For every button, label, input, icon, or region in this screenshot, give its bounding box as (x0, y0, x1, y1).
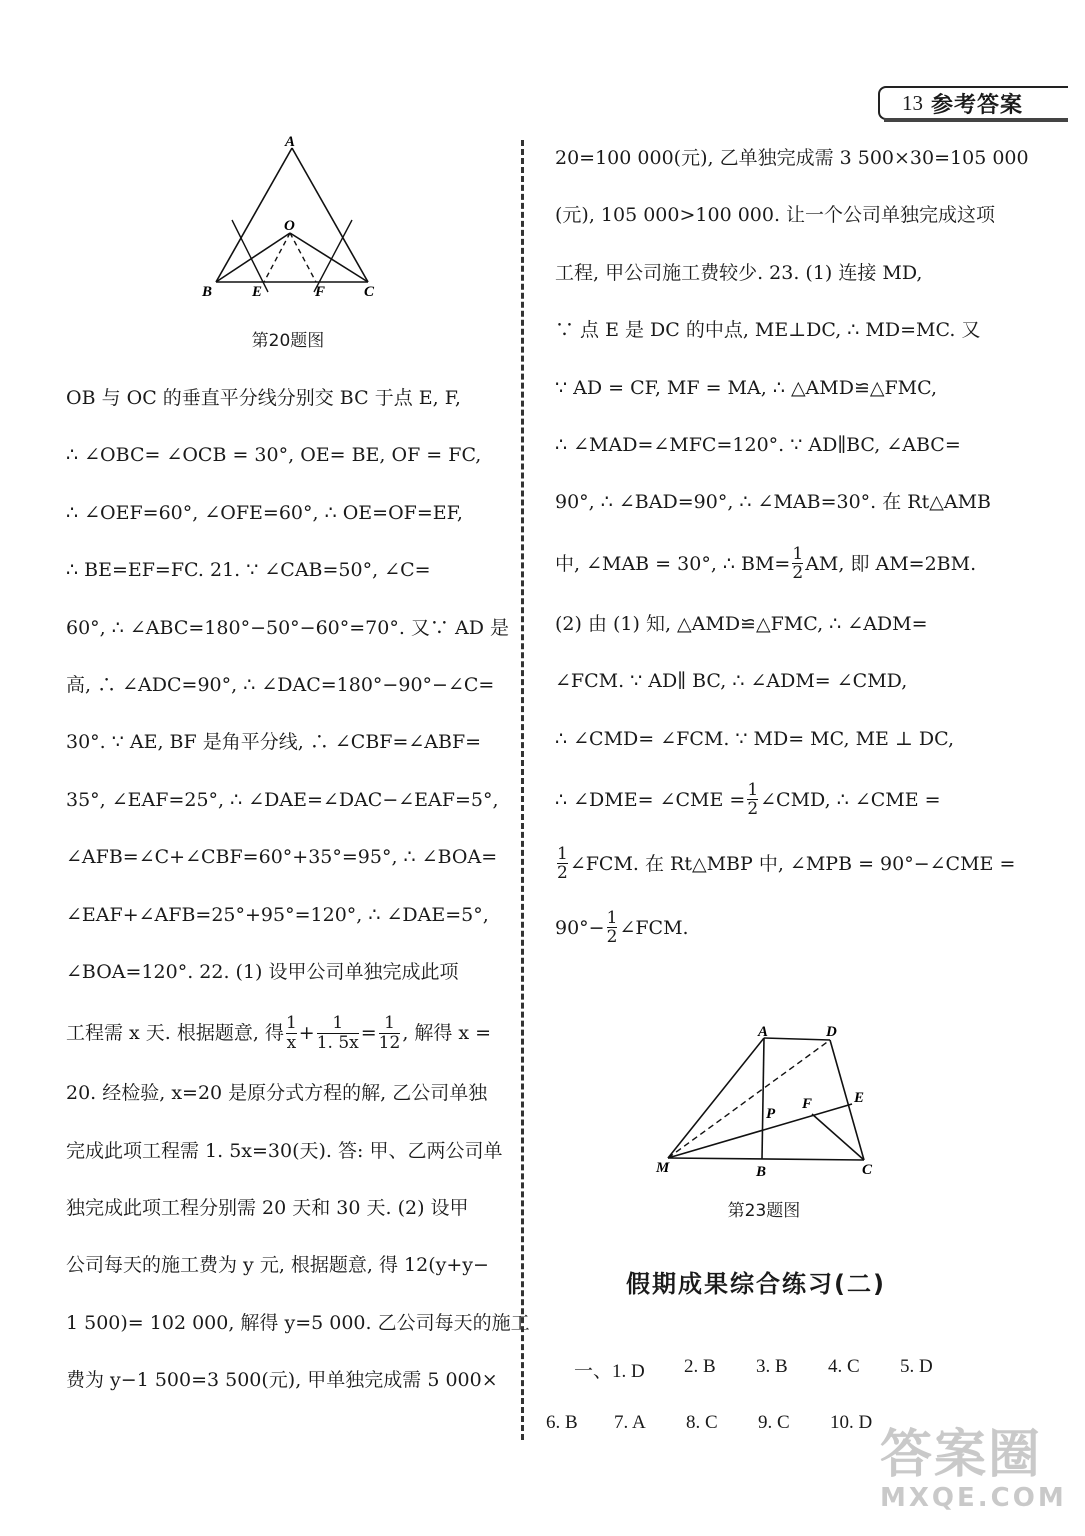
equation-line (555, 896, 995, 960)
text-line: 费为 y−1 500=3 500(元), 甲单独完成需 5 000× (66, 1369, 498, 1392)
fig23-label-e: E (854, 1090, 865, 1106)
text-line: 1 500)= 102 000, 解得 y=5 000. 乙公司每天的施工 (66, 1311, 530, 1334)
fraction-numerator: 1 (747, 779, 759, 800)
fraction-denominator: 1. 5x (316, 1032, 359, 1053)
fig23-label-a: A (758, 1024, 769, 1040)
fraction-denominator: 2 (747, 799, 759, 820)
answer-item: 3. B (756, 1356, 788, 1377)
answer-item: 7. A (614, 1412, 646, 1433)
text-line: ∠FCM. ∵ AD∥ BC, ∴ ∠ADM= ∠CMD, (555, 670, 908, 693)
fraction-numerator: 1 (285, 1013, 297, 1034)
fig20-label-e: E (252, 284, 263, 300)
text-line: 30°. ∵ AE, BF 是角平分线, ∴ ∠CBF=∠ABF= (66, 731, 482, 754)
fraction (747, 781, 758, 819)
text-line: 60°, ∴ ∠ABC=180°−50°−60°=70°. 又∵ AD 是 (66, 616, 509, 639)
eq-text: ∠CMD, ∴ ∠CME = (760, 788, 941, 811)
text-line: OB 与 OC 的垂直平分线分别交 BC 于点 E, F, (66, 387, 461, 409)
answer-item: 6. B (546, 1412, 578, 1433)
watermark-logo (880, 1412, 1080, 1532)
fraction (557, 845, 568, 883)
text-line: 20=100 000(元), 乙单独完成需 3 500×30=105 000 (555, 147, 1029, 169)
equation-line (555, 832, 1016, 896)
text-line: ∠AFB=∠C+∠CBF=60°+35°=95°, ∴ ∠BOA= (66, 846, 498, 869)
answer-item: 5. D (900, 1356, 933, 1377)
text-line: ∴ ∠MAD=∠MFC=120°. ∵ AD∥BC, ∠ABC= (555, 433, 961, 456)
equation-line (555, 768, 995, 832)
text-line: 完成此项工程需 1. 5x=30(天). 答: 甲、乙两公司单 (66, 1139, 503, 1162)
fraction-numerator: 1 (792, 543, 804, 564)
eq-text: 中, ∠MAB = 30°, ∴ BM= (555, 552, 791, 575)
eq-text: ∴ ∠DME= ∠CME = (555, 788, 746, 811)
fraction-numerator: 1 (384, 1013, 395, 1034)
answer-item: 2. B (684, 1356, 716, 1377)
eq-op: = (360, 1022, 377, 1045)
answers-row-1 (574, 1356, 972, 1383)
figure-20-caption: 第20题图 (251, 331, 325, 351)
fraction-denominator: 2 (606, 927, 618, 948)
text-line: 独完成此项工程分别需 20 天和 30 天. (2) 设甲 (66, 1197, 469, 1220)
header-title: 参考答案 (931, 92, 1024, 118)
text-line: ∴ ∠CMD= ∠FCM. ∵ MD= MC, ME ⊥ DC, (555, 727, 954, 750)
fig23-label-p: P (766, 1106, 776, 1122)
fig20-label-o: O (284, 218, 295, 234)
text-line: ∵ 点 E 是 DC 的中点, ME⊥DC, ∴ MD=MC. 又 (555, 319, 981, 342)
text-line: 高, ∴ ∠ADC=90°, ∴ ∠DAC=180°−90°−∠C= (66, 673, 495, 696)
column-divider (521, 140, 524, 1440)
text-line: (2) 由 (1) 知, △AMD≌△FMC, ∴ ∠ADM= (555, 612, 928, 635)
fraction-denominator: 12 (378, 1032, 401, 1053)
fig23-label-m: M (656, 1160, 670, 1176)
fig20-label-b: B (202, 284, 213, 300)
page-header (878, 86, 1068, 120)
fraction-denominator: x (286, 1032, 297, 1053)
answer-item: 9. C (758, 1412, 790, 1433)
text-line: ∵ AD = CF, MF = MA, ∴ △AMD≌△FMC, (555, 376, 938, 399)
watermark-url: MXQE.COM (880, 1483, 1067, 1513)
figure-23 (652, 1022, 882, 1182)
figure-20 (196, 130, 386, 305)
text-line: 公司每天的施工费为 y 元, 根据题意, 得 12(y+y− (66, 1254, 489, 1277)
fraction-numerator: 1 (332, 1013, 344, 1034)
text-line: ∠BOA=120°. 22. (1) 设甲公司单独完成此项 (66, 960, 459, 983)
fig23-label-d: D (826, 1024, 837, 1040)
eq-text: ∠FCM. (619, 916, 689, 939)
text-line: ∴ ∠OBC= ∠OCB = 30°, OE= BE, OF = FC, (66, 444, 482, 467)
eq-text: 90°− (555, 916, 605, 939)
text-line: ∴ ∠OEF=60°, ∠OFE=60°, ∴ OE=OF=EF, (66, 501, 463, 524)
fraction-numerator: 1 (557, 843, 568, 864)
eq-text: ∠FCM. 在 Rt△MBP 中, ∠MPB = 90°−∠CME = (569, 852, 1016, 875)
fig20-label-c: C (364, 284, 375, 300)
eq-text: AM, 即 AM=2BM. (805, 552, 977, 575)
text-line: ∠EAF+∠AFB=25°+95°=120°, ∴ ∠DAE=5°, (66, 903, 489, 926)
text-line: 90°, ∴ ∠BAD=90°, ∴ ∠MAB=30°. 在 Rt△AMB (555, 491, 991, 514)
header-underline (884, 118, 1068, 122)
fraction (379, 1014, 401, 1052)
text-line: 20. 经检验, x=20 是原分式方程的解, 乙公司单独 (66, 1082, 488, 1105)
text-line: ∴ BE=EF=FC. 21. ∵ ∠CAB=50°, ∠C= (66, 559, 431, 582)
fig20-label-a: A (285, 134, 296, 150)
answer-item: 4. C (828, 1356, 860, 1377)
text-line: 35°, ∠EAF=25°, ∴ ∠DAE=∠DAC−∠EAF=5°, (66, 788, 499, 811)
equation-line (555, 532, 995, 596)
left-column (66, 370, 530, 1410)
figure-23-caption: 第23题图 (727, 1201, 801, 1221)
section-title: 假期成果综合练习(二) (626, 1270, 886, 1298)
fig20-label-f: F (315, 284, 326, 300)
fraction-numerator: 1 (606, 907, 618, 928)
fig23-label-f: F (802, 1096, 813, 1112)
answer-item: 10. D (830, 1412, 873, 1433)
text-line: (元), 105 000>100 000. 让一个公司单独完成这项 (555, 204, 996, 227)
right-column (555, 130, 1029, 960)
eq-op: + (298, 1022, 315, 1045)
watermark-text: 答案圈 (880, 1425, 1043, 1485)
answers-row-2 (546, 1412, 902, 1434)
answer-item: 8. C (686, 1412, 718, 1433)
answer-item: 一、1. D (574, 1361, 645, 1382)
eq-text: 工程需 x 天. 根据题意, 得 (66, 1022, 284, 1045)
fraction (317, 1014, 359, 1052)
page-number: 13 (902, 90, 923, 115)
fig23-label-c: C (862, 1162, 873, 1178)
fraction (607, 909, 618, 947)
equation-line (66, 1001, 498, 1065)
fraction-denominator: 2 (792, 563, 804, 584)
fraction (286, 1014, 297, 1052)
fraction (792, 545, 803, 583)
text-line: 工程, 甲公司施工费较少. 23. (1) 连接 MD, (555, 261, 923, 284)
fig23-label-b: B (756, 1164, 767, 1180)
eq-text: , 解得 x = (402, 1022, 492, 1045)
fraction-denominator: 2 (557, 863, 568, 884)
